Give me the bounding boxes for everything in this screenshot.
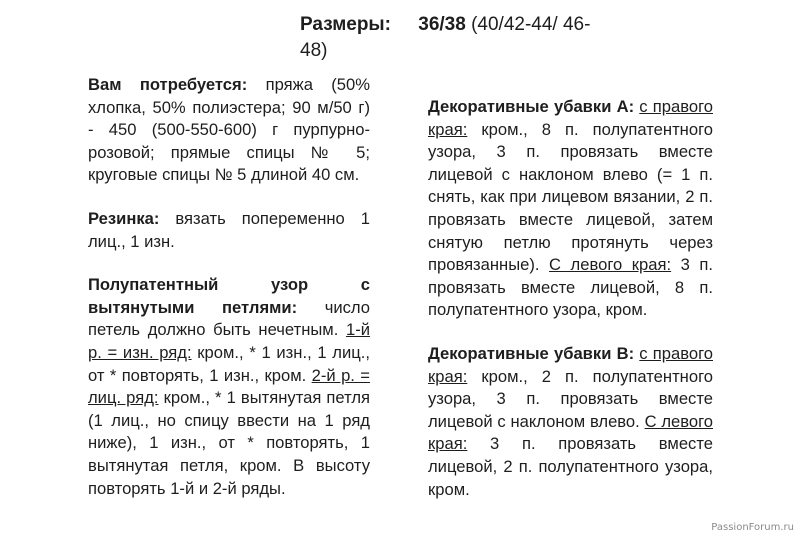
watermark: PassionForum.ru [711,522,794,533]
ribbing-text: вязать попеременно 1 лиц., 1 изн. [88,208,370,251]
left-column [88,74,370,521]
decrease-b-title: Декоративные убавки В: [428,343,635,363]
sizes-other: (40/42-44/ 46-48) [300,14,591,61]
pattern-title: Полупатентный узор с вытянутыми петлями: [88,275,370,317]
pattern-row1-text: кром., * 1 изн., 1 лиц., от * повторять, 1 изн., кром. [88,342,370,385]
materials-title: Вам потребуется: [88,75,248,94]
ribbing-title: Резинка: [88,208,160,228]
decrease-a-left-text: 3 п. провязать вместе лицевой, 8 п. полупатентного узора, кром. [428,255,713,320]
pattern-row2-label: 2-й р. = лиц. ряд: [88,365,370,408]
materials-text: пряжа (50% хлопка, 50% полиэстера; 90 м/50 г) - 450 (500-550-600) г пурпурно-розовой; прямые спицы № 5; круговые спицы № 5 длиной 40 см. [88,75,370,185]
decrease-a-right-label: с правого края: [428,97,713,139]
pattern-section [88,274,370,500]
decrease-a-title: Декоративные убавки А: [428,97,635,116]
materials-section [88,74,370,187]
sizes-main: 36/38 [418,14,466,35]
decrease-b-section [428,343,713,501]
pattern-row1-label: 1-й р. = изн. ряд: [88,320,370,362]
pattern-row2-text: кром., * 1 вытянутая петля (1 лиц., но спицу ввести на 1 ряд ниже), 1 изн., от * повторять, 1 вытянутая петля, кром. В высоту повторять 1-й и 2-й ряды. [88,388,370,498]
decrease-b-right-label: с правого края: [428,343,713,386]
decrease-b-right-text: кром., 2 п. полупатентного узора, 3 п. провязать вместе лицевой с наклоном влево. [428,366,713,431]
right-column [428,96,713,522]
decrease-a-right-text: кром., 8 п. полупатентного узора, 3 п. провязать вместе лицевой с наклоном влево (= 1 п. снять, как при лицевом вязании, 2 п. провязать вместе лицевой, затем снятую петлю протянуть через провязанные). [428,119,713,275]
decrease-b-left-text: 3 п. провязать вместе лицевой, 2 п. полупатентного узора, кром. [428,434,713,499]
pattern-intro: число петель должно быть нечетным. [88,297,370,340]
sizes-heading [300,12,600,64]
decrease-a-left-label: С левого края: [549,255,672,275]
decrease-a-section [428,96,713,322]
ribbing-section [88,208,370,253]
sizes-label: Размеры: [300,14,391,35]
decrease-b-left-label: С левого края: [428,411,713,454]
